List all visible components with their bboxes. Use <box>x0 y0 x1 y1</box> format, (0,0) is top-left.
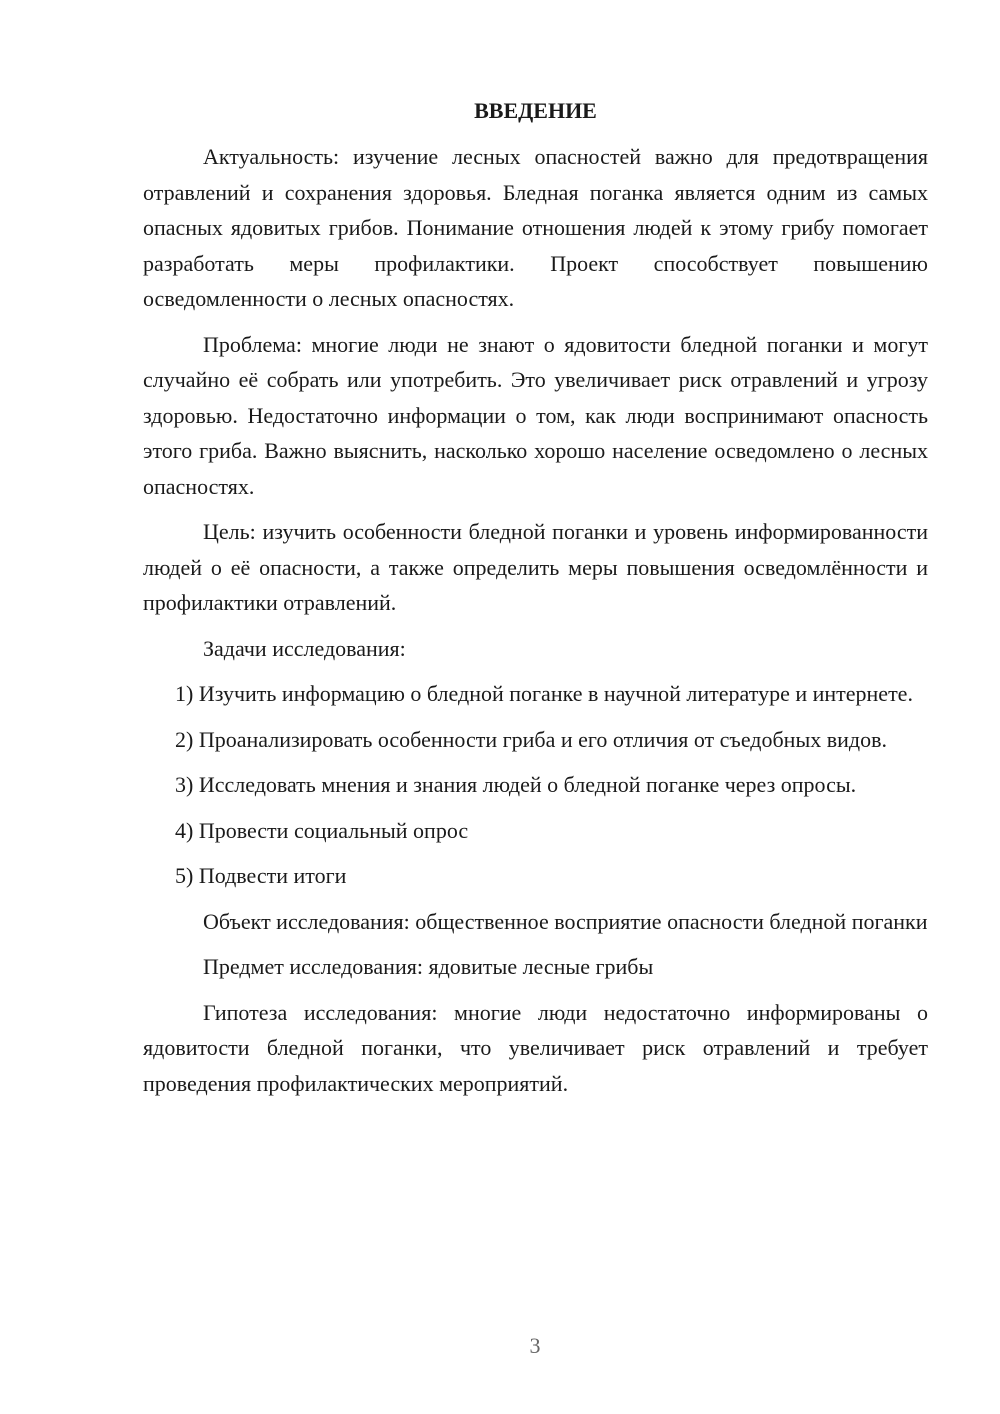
problem-paragraph: Проблема: многие люди не знают о ядовитости бледной поганки и могут случайно её собрать или употребить. Это увеличивает риск отравлений и угрозу здоровью. Недостаточно информации о том, как люди воспринимают опасность этого гриба. Важно выяснить, насколько хорошо население осведомлено о лесных опасностях. <box>143 331 928 499</box>
object-paragraph: Объект исследования: общественное восприятие опасности бледной поганки <box>203 908 928 934</box>
relevance-paragraph: Актуальность: изучение лесных опасностей важно для предотвращения отравлений и сохранения здоровья. Бледная поганка является одним из самых опасных ядовитых грибов. Понимание отношения людей к этому грибу помогает разработать меры профилактики. Проект способствует повышению осведомленности о лесных опасностях. <box>143 144 928 311</box>
task-item: 1) Изучить информацию о бледной поганке в научной литературе и интернете. <box>175 681 913 706</box>
page-content <box>143 93 928 1111</box>
task-item: 4) Провести социальный опрос <box>175 817 469 843</box>
goal-paragraph: Цель: изучить особенности бледной поганки и уровень информированности людей о её опасности, а также определить меры повышения осведомлённости и профилактики отравлений. <box>143 519 928 615</box>
task-item: 5) Подвести итоги <box>175 863 347 888</box>
task-item: 2) Проанализировать особенности гриба и его отличия от съедобных видов. <box>175 726 887 752</box>
task-item: 3) Исследовать мнения и знания людей о бледной поганке через опросы. <box>175 772 857 797</box>
section-title: ВВЕДЕНИЕ <box>474 98 597 123</box>
page-number: 3 <box>529 1333 541 1358</box>
hypothesis-paragraph: Гипотеза исследования: многие люди недостаточно информированы о ядовитости бледной поганки, что увеличивает риск отравлений и требует проведения профилактических мероприятий. <box>143 999 928 1096</box>
subject-paragraph: Предмет исследования: ядовитые лесные грибы <box>203 954 654 979</box>
tasks-heading: Задачи исследования: <box>203 635 406 661</box>
